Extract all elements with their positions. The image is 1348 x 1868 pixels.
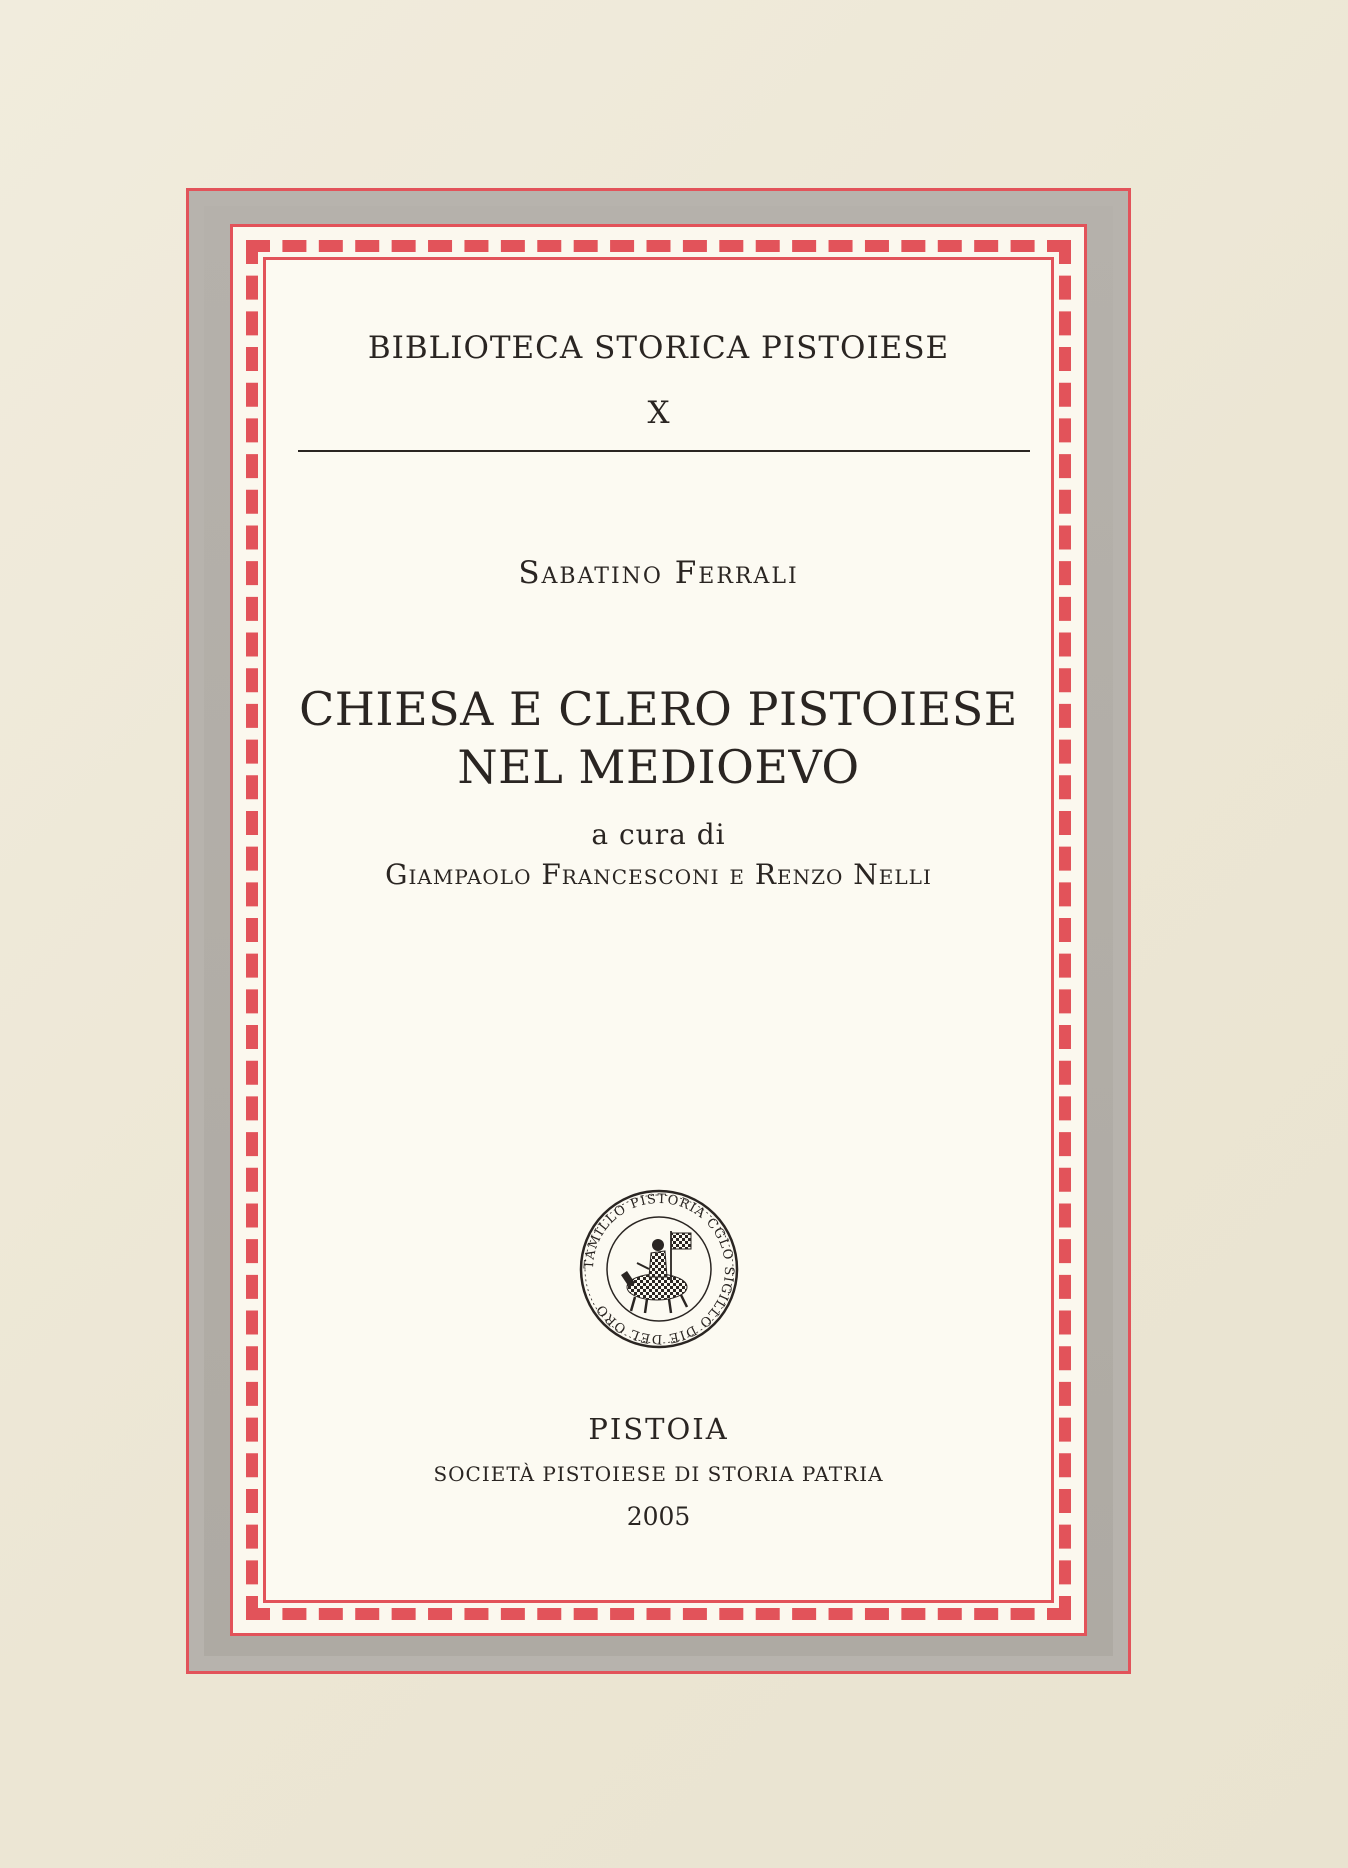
author-name: Sabatino Ferrali (518, 555, 799, 591)
series-title: BIBLIOTECA STORICA PISTOIESE (367, 330, 950, 366)
publisher-city: PISTOIA (588, 1412, 729, 1446)
book-title (263, 680, 1054, 796)
seal-icon (577, 1187, 741, 1351)
seal-legend: TAMILLO PISTORIA CGLO SIGILLO DIE DEL ORO (581, 1191, 737, 1347)
inner-red-line (263, 257, 1054, 1603)
curator-names: Giampaolo Francesconi e Renzo Nelli (385, 858, 932, 891)
book-title-line-1: CHIESA E CLERO PISTOIESE (299, 682, 1018, 736)
divider-rule (298, 450, 1030, 452)
volume-number: X (647, 395, 670, 431)
book-title-line-2: NEL MEDIOEVO (457, 740, 860, 794)
publisher-name: SOCIETÀ PISTOIESE DI STORIA PATRIA (433, 1462, 884, 1486)
publication-year: 2005 (626, 1502, 691, 1531)
curator-label: a cura di (591, 818, 726, 851)
